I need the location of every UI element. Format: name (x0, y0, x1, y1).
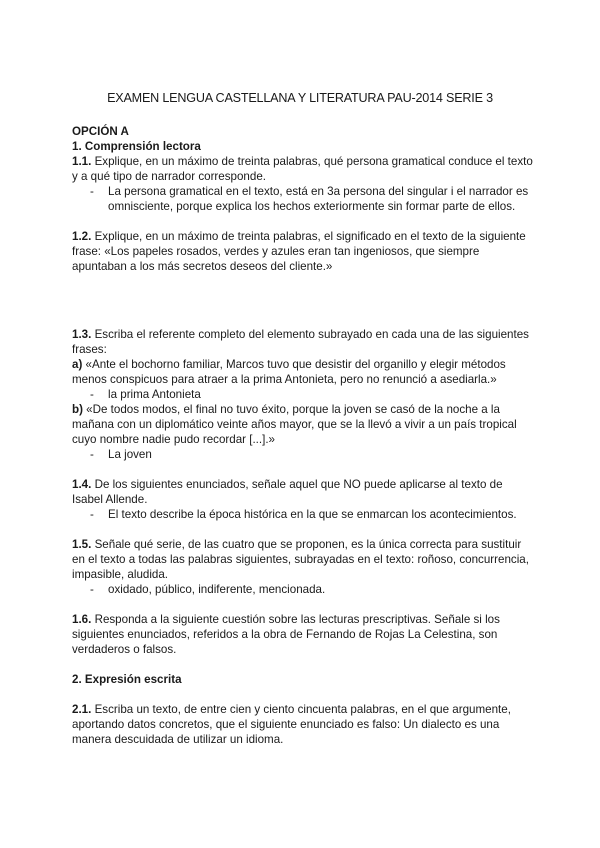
dash-marker: - (90, 185, 94, 198)
question-number: 1.5. (72, 538, 92, 551)
item-text: «Ante el bochorno familiar, Marcos tuvo que desistir del organillo y elegir métodos menos conspicuos para atraer a la prima Antonieta, pero no renunció a asediarla.» (72, 358, 506, 386)
question-number: 1.6. (72, 613, 92, 626)
answer-text: la prima Antonieta (108, 388, 201, 401)
answer-item (72, 447, 534, 462)
question-text: De los siguientes enunciados, señale aquel que NO puede aplicarse al texto de Isabel Allende. (72, 478, 503, 506)
item-label: a) (72, 358, 83, 371)
dash-marker: - (90, 448, 94, 461)
document-body (72, 124, 534, 747)
question-1-3-a (72, 357, 534, 387)
section1-heading: 1. Comprensión lectora (72, 140, 201, 153)
dash-marker: - (90, 388, 94, 401)
question-text: Escriba el referente completo del elemento subrayado en cada una de las siguientes frases: (72, 328, 529, 356)
question-text: Explique, en un máximo de treinta palabras, el significado en el texto de la siguiente frase: «Los papeles rosados, verdes y azules eran tan ingeniosos, que siempre apuntaban a los más secretos deseos del cliente.» (72, 230, 526, 273)
answer-text: La persona gramatical en el texto, está en 3a persona del singular i el narrador es omnisciente, porque explica los hechos exteriormente sin formar parte de ellos. (108, 185, 529, 213)
item-text: «De todos modos, el final no tuvo éxito, porque la joven se casó de la noche a la mañana con un diplomático veinte años mayor, que se la llevó a vivir a un país tropical cuyo nombre nadie pudo recordar [...].» (72, 403, 517, 446)
question-1-2 (72, 229, 534, 274)
answer-item (72, 184, 534, 214)
answer-item (72, 582, 534, 597)
question-text: Responda a la siguiente cuestión sobre las lecturas prescriptivas. Señale si los siguientes enunciados, referidos a la obra de Fernando de Rojas La Celestina, son verdaderos o falsos. (72, 613, 500, 656)
answer-text: El texto describe la época histórica en la que se enmarcan los acontecimientos. (108, 508, 517, 521)
question-number: 1.3. (72, 328, 92, 341)
question-number: 1.1. (72, 155, 92, 168)
dash-marker: - (90, 508, 94, 521)
question-1-6 (72, 612, 534, 657)
question-1-4 (72, 477, 534, 507)
answer-text: La joven (108, 448, 152, 461)
section2-heading: 2. Expresión escrita (72, 673, 182, 686)
question-1-5 (72, 537, 534, 582)
document-title: EXAMEN LENGUA CASTELLANA Y LITERATURA PAU-2014 SERIE 3 (107, 91, 493, 105)
question-text: Escriba un texto, de entre cien y ciento cincuenta palabras, en el que argumente, aportando datos concretos, que el siguiente enunciado es falso: Un dialecto es una manera descuidada de utilizar un idioma. (72, 703, 511, 746)
answer-item (72, 387, 534, 402)
question-text: Señale qué serie, de las cuatro que se proponen, es la única correcta para sustituir en el texto a todas las palabras siguientes, subrayadas en el texto: roñoso, concurrencia, impasible, aludida. (72, 538, 529, 581)
question-number: 1.2. (72, 230, 92, 243)
question-number: 2.1. (72, 703, 92, 716)
question-1-1 (72, 154, 534, 184)
answer-item (72, 507, 534, 522)
item-label: b) (72, 403, 83, 416)
question-text: Explique, en un máximo de treinta palabras, qué persona gramatical conduce el texto y a qué tipo de narrador corresponde. (72, 155, 533, 183)
question-2-1 (72, 702, 534, 747)
question-1-3-b (72, 402, 534, 447)
dash-marker: - (90, 583, 94, 596)
question-number: 1.4. (72, 478, 92, 491)
option-heading: OPCIÓN A (72, 125, 129, 138)
question-1-3 (72, 327, 534, 357)
answer-text: oxidado, público, indiferente, mencionada. (108, 583, 326, 596)
